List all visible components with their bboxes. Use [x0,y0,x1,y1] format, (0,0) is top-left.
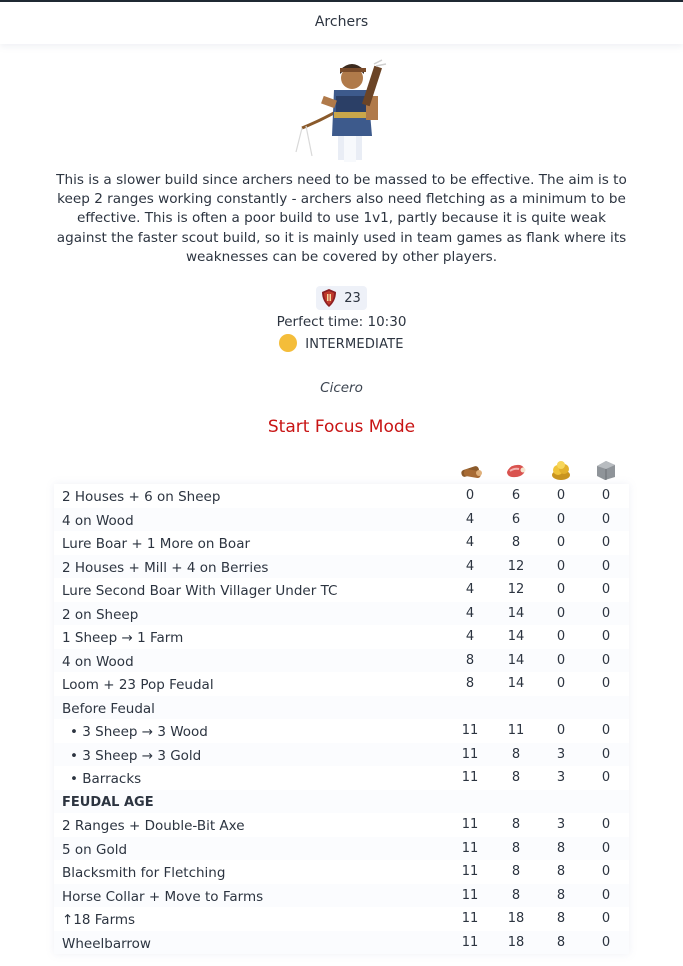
build-step-label: Horse Collar + Move to Farms [62,888,264,905]
stone-count: 0 [601,770,611,785]
food-count: 18 [507,934,525,950]
wood-count: 11 [461,911,479,926]
food-count: 18 [507,911,525,926]
stone-count: 0 [601,558,611,574]
page-title: Archers [314,14,369,30]
wood-count: 11 [461,887,479,903]
wood-count: 4 [465,558,475,574]
food-count: 6 [511,488,521,503]
build-step-row [54,625,629,649]
perfect-time: Perfect time: 10:30 [276,314,407,330]
difficulty-badge [0,337,683,352]
build-step-row [54,884,629,908]
stone-count: 0 [601,605,611,621]
food-count: 6 [511,511,521,527]
build-step-label: Before Feudal [62,700,155,717]
gold-count: 0 [556,629,566,644]
food-count: 12 [507,582,525,597]
gold-count: 8 [556,934,566,950]
build-step-label: 4 on Wood [62,653,134,670]
build-step-row [54,931,629,955]
food-count: 11 [507,723,525,738]
wood-count: 11 [461,770,479,785]
stone-count: 0 [601,629,611,644]
wood-count: 4 [465,535,475,550]
build-step-label: 4 on Wood [62,512,134,529]
start-focus-mode-button[interactable]: Start Focus Mode [267,417,416,437]
stone-count: 0 [601,511,611,527]
build-steps-table [54,484,629,954]
food-count: 8 [511,535,521,550]
build-step-row [54,860,629,884]
wood-count: 4 [465,582,475,597]
build-step-row [54,602,629,626]
stone-count: 0 [601,723,611,738]
hero-image [0,56,683,168]
stone-count: 0 [601,840,611,856]
build-step-label: Loom + 23 Pop Feudal [62,677,214,693]
build-step-label: • Barracks [70,771,142,787]
stone-count: 0 [601,817,611,832]
food-count: 8 [511,746,521,762]
build-step-row [54,837,629,861]
stone-count: 0 [601,746,611,762]
build-step-row [54,578,629,602]
build-step-row [54,719,629,743]
build-step-row [54,907,629,931]
build-step-row [54,696,629,720]
food-count: 14 [507,652,525,668]
gold-count: 0 [556,605,566,621]
build-step-row [54,766,629,790]
wood-count: 11 [461,746,479,762]
gold-count: 8 [556,911,566,926]
wood-count: 11 [461,864,479,879]
gold-count: 0 [556,723,566,738]
wood-count: 4 [465,605,475,621]
gold-count: 8 [556,887,566,903]
gold-count: 8 [556,840,566,856]
gold-count: 0 [556,488,566,503]
stone-count: 0 [601,676,611,691]
build-step-label: FEUDAL AGE [62,794,154,810]
build-step-label: ↑18 Farms [62,912,136,928]
build-step-label: Wheelbarrow [62,935,151,952]
population-info [0,286,683,312]
stone-icon [594,458,618,482]
build-step-label: 1 Sheep → 1 Farm [62,630,184,646]
stone-count: 0 [601,934,611,950]
food-count: 8 [511,864,521,879]
build-step-row [54,649,629,673]
food-count: 8 [511,840,521,856]
gold-count: 0 [556,582,566,597]
build-step-label: 2 on Sheep [62,606,139,623]
difficulty-label: INTERMEDIATE [305,337,404,352]
gold-count: 3 [556,817,566,832]
stone-count: 0 [601,864,611,879]
build-step-label: • 3 Sheep → 3 Wood [70,724,208,740]
wood-count: 11 [461,817,479,832]
gold-count: 0 [556,511,566,527]
wood-count: 4 [465,629,475,644]
wood-icon [459,458,483,482]
stone-count: 0 [601,535,611,550]
gold-count: 0 [556,558,566,574]
build-step-row [54,813,629,837]
build-description: This is a slower build since archers need to be massed to be effective. The aim is to keep 2 ranges working constantly - archers also need fletching as a minimum to be effective. This is often a poor build to use 1v1, partly because it is quite weak against the faster scout build, so it is mainly used in team games as flank where its weaknesses can be covered by other players. [56,172,627,265]
wood-count: 11 [461,934,479,950]
build-step-row [54,531,629,555]
food-count: 8 [511,887,521,903]
food-count: 8 [511,817,521,832]
build-step-row [54,743,629,767]
wood-count: 8 [465,652,475,668]
stone-count: 0 [601,582,611,597]
archer-unit-illustration [282,56,402,168]
gold-count: 0 [556,676,566,691]
build-step-label: 2 Houses + 6 on Sheep [62,489,221,505]
build-step-label: Lure Second Boar With Villager Under TC [62,583,338,599]
wood-count: 8 [465,676,475,691]
build-step-label: 2 Ranges + Double-Bit Axe [62,818,245,834]
food-count: 8 [511,770,521,785]
food-count: 14 [507,605,525,621]
build-step-row [54,555,629,579]
stone-count: 0 [601,488,611,503]
gold-count: 3 [556,770,566,785]
build-step-label: Blacksmith for Fletching [62,865,226,881]
food-count: 12 [507,558,525,574]
stone-count: 0 [601,652,611,668]
build-step-label: Lure Boar + 1 More on Boar [62,536,251,552]
gold-count: 8 [556,864,566,879]
top-bar [0,0,683,44]
build-step-row [54,484,629,508]
build-step-label: 5 on Gold [62,841,128,858]
difficulty-dot-icon [279,334,297,352]
wood-count: 4 [465,511,475,527]
wood-count: 11 [461,723,479,738]
wood-count: 11 [461,840,479,856]
food-count: 14 [507,629,525,644]
population-count: 23 [344,290,361,306]
population-chip [316,286,367,310]
feudal-age-shield-icon [319,288,339,308]
stone-count: 0 [601,887,611,903]
age-header-row [54,790,629,814]
stone-count: 0 [601,911,611,926]
gold-count: 3 [556,746,566,762]
gold-icon [549,458,573,482]
build-step-label: 2 Houses + Mill + 4 on Berries [62,559,269,576]
gold-count: 0 [556,535,566,550]
build-author: Cicero [320,380,363,396]
wood-count: 0 [465,488,475,503]
build-step-label: • 3 Sheep → 3 Gold [70,747,202,764]
food-icon [504,458,528,482]
food-count: 14 [507,676,525,691]
build-step-row [54,508,629,532]
resource-header [0,458,683,482]
gold-count: 0 [556,652,566,668]
build-step-row [54,672,629,696]
